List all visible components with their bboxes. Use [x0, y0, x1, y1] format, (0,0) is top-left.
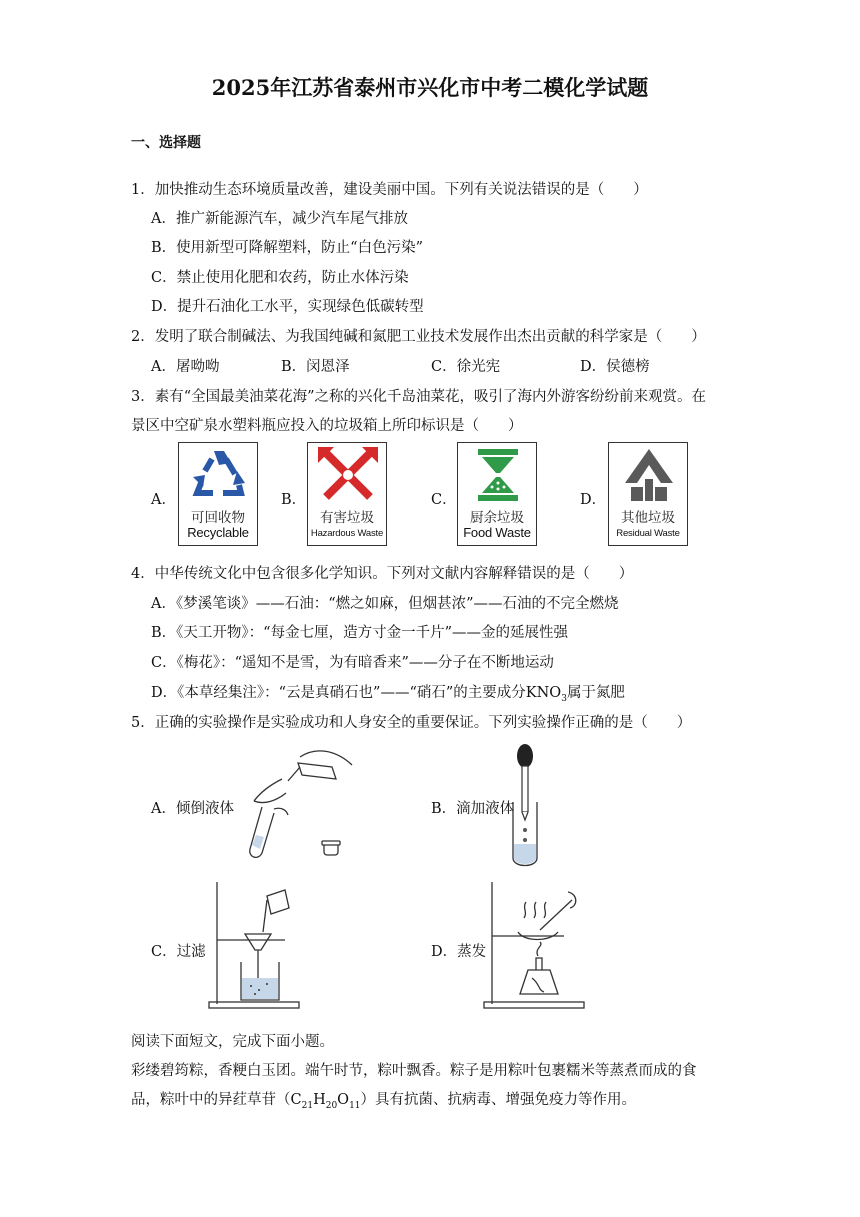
- question-1-option-a: A．推广新能源汽车，减少汽车尾气排放: [151, 211, 408, 227]
- section-heading: 一、选择题: [131, 135, 201, 151]
- recyclable-bin-sign: [178, 442, 258, 546]
- question-1-option-c: C．禁止使用化肥和农药，防止水体污染: [151, 270, 409, 286]
- question-3-option-b-letter: B．: [281, 492, 307, 508]
- residual-icon: [609, 443, 689, 505]
- hazardous-bin-cn-label: 有害垃圾: [320, 510, 374, 526]
- recyclable-bin-cn-label: 可回收物: [191, 510, 245, 526]
- filtration-illustration: [205, 878, 305, 1012]
- question-3-option-d-letter: D．: [580, 492, 607, 508]
- dropper-illustration: [505, 740, 545, 870]
- isoorientin-formula: $C_{21}H_{20}O_{11}$: [290, 1092, 361, 1111]
- hazard-icon: [308, 443, 388, 505]
- reading-line-2-start: 品，粽叶中的异荭草苷（: [131, 1092, 291, 1108]
- question-2-option-b: B．闵恩泽: [281, 359, 350, 375]
- question-2-option-d: D．侯德榜: [580, 359, 650, 375]
- question-4-option-a: A．《梦溪笔谈》——石油：“燃之如麻，但烟甚浓”——石油的不完全燃烧: [151, 596, 619, 612]
- question-3-option-a-letter: A．: [151, 492, 176, 508]
- question-5-option-d: D．蒸发: [431, 944, 487, 960]
- page-title: 2025年江苏省泰州市兴化市中考二模化学试题: [211, 75, 649, 100]
- food-icon: [458, 443, 538, 505]
- question-5-option-b: B．滴加液体: [431, 801, 515, 817]
- question-1-stem: 1．加快推动生态环境质量改善，建设美丽中国。下列有关说法错误的是（ ）: [131, 182, 648, 198]
- question-4-option-d-text: D．《本草经集注》：“云是真硝石也”——“硝石”的主要成分: [151, 685, 526, 701]
- pouring-liquid-illustration: [240, 745, 370, 863]
- hazardous-bin-sign: [307, 442, 387, 546]
- reading-line-2-end: ）具有抗菌、抗病毒、增强免疫力等作用。: [360, 1092, 637, 1108]
- question-1-option-d: D．提升石油化工水平，实现绿色低碳转型: [151, 299, 424, 315]
- food-waste-bin-cn-label: 厨余垃圾: [470, 510, 524, 526]
- residual-bin-en-label: Residual Waste: [616, 528, 680, 539]
- question-3-stem-line-2: 景区中空矿泉水塑料瓶应投入的垃圾箱上所印标识是（ ）: [131, 418, 523, 434]
- question-2-option-c: C．徐光宪: [431, 359, 501, 375]
- question-3-stem-line-1: 3．素有“全国最美油菜花海”之称的兴化千岛油菜花，吸引了海内外游客纷纷前来观赏。在: [131, 389, 707, 405]
- recycle-icon: [179, 443, 259, 505]
- recyclable-bin-en-label: Recyclable: [187, 525, 249, 540]
- kno3-formula: $KNO_3$: [525, 685, 567, 704]
- question-2-stem: 2．发明了联合制碱法、为我国纯碱和氮肥工业技术发展作出杰出贡献的科学家是（ ）: [131, 329, 706, 345]
- reading-line-1: 彩缕碧筠粽，香粳白玉团。端午时节，粽叶飘香。粽子是用粽叶包裹糯米等蒸煮而成的食: [131, 1063, 697, 1079]
- food-waste-bin-en-label: Food Waste: [463, 525, 531, 540]
- question-4-option-d-end: 属于氮肥: [566, 685, 625, 701]
- question-5-option-c: C．过滤: [151, 944, 206, 960]
- question-5-stem: 5．正确的实验操作是实验成功和人身安全的重要保证。下列实验操作正确的是（ ）: [131, 715, 692, 731]
- question-4-stem: 4．中华传统文化中包含很多化学知识。下列对文献内容解释错误的是（ ）: [131, 566, 634, 582]
- hazardous-bin-en-label: Hazardous Waste: [310, 528, 384, 539]
- question-5-option-a: A．倾倒液体: [151, 801, 234, 817]
- residual-bin-cn-label: 其他垃圾: [621, 510, 675, 526]
- question-3-option-c-letter: C．: [431, 492, 457, 508]
- question-2-option-a: A．屠呦呦: [151, 359, 220, 375]
- question-4-option-b: B．《天工开物》：“每金七厘，造方寸金一千片”——金的延展性强: [151, 625, 568, 641]
- evaporation-illustration: [480, 878, 590, 1012]
- food-waste-bin-sign: [457, 442, 537, 546]
- question-4-option-d: [151, 681, 625, 704]
- reading-intro: 阅读下面短文，完成下面小题。: [131, 1034, 334, 1050]
- reading-line-2: [131, 1088, 636, 1111]
- residual-bin-sign: [608, 442, 688, 546]
- question-1-option-b: B．使用新型可降解塑料，防止“白色污染”: [151, 240, 423, 256]
- question-4-option-c: C．《梅花》：“遥知不是雪，为有暗香来”——分子在不断地运动: [151, 655, 554, 671]
